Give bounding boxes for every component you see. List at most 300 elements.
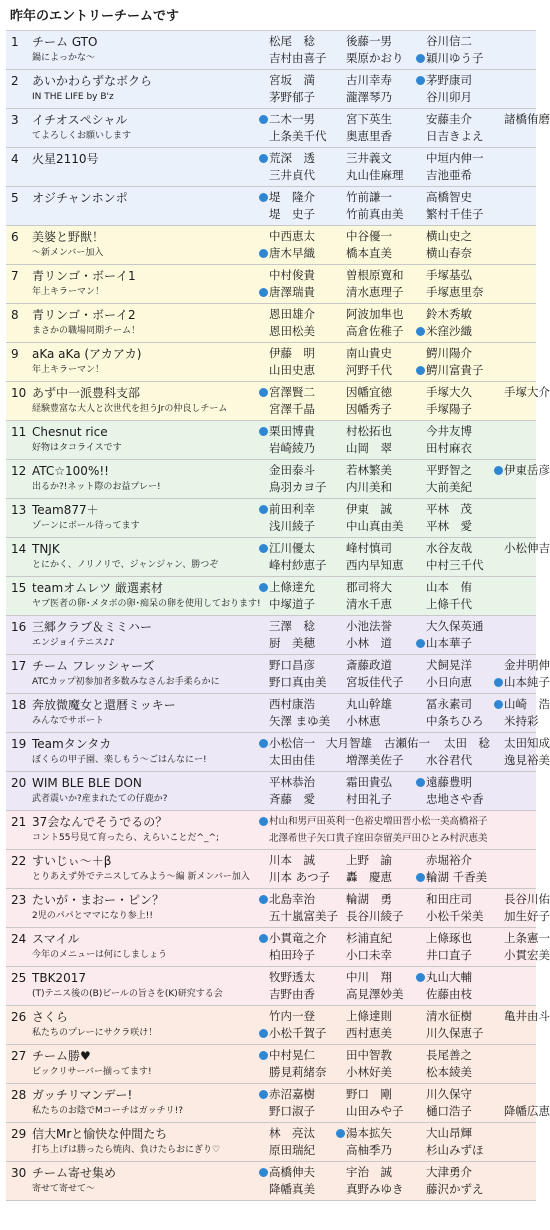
captain-dot-icon [259, 1029, 268, 1038]
member-name-text: 平林恭治 [269, 775, 315, 789]
team-subtitle: 打ち上げは勝ったら焼肉、負けたらおにぎり♡ [32, 1145, 221, 1155]
member-name-text: 中谷優一 [346, 229, 392, 243]
team-subtitle: 年上キラーマン！ [32, 287, 105, 297]
member-name-text: 杉浦直紀 [346, 931, 392, 945]
member-name [426, 931, 472, 946]
member-name [426, 580, 472, 595]
team-subtitle: 出るか?!ネット際のお益プレー! [32, 482, 161, 492]
member-name-text: 逸見裕美 [504, 753, 550, 767]
team-row [6, 70, 536, 109]
member-name [426, 168, 472, 183]
member-name [504, 753, 550, 768]
member-name [269, 51, 327, 66]
member-name [346, 909, 404, 924]
team-number: 7 [11, 269, 19, 283]
member-name [346, 1009, 392, 1024]
member-name-text: 西村康浩 [269, 697, 315, 711]
member-name [346, 229, 392, 244]
member-name [259, 424, 315, 439]
team-row [6, 148, 536, 187]
member-name [346, 246, 392, 261]
member-name [346, 619, 392, 634]
member-name [346, 90, 392, 105]
member-name [426, 129, 484, 144]
member-name [426, 792, 484, 807]
member-name-text: 岩崎綾乃 [269, 441, 315, 455]
member-name [426, 697, 472, 712]
member-name-text: 小口未幸 [346, 948, 392, 962]
member-name [269, 1182, 315, 1197]
captain-dot-icon [259, 193, 268, 202]
member-name-text: 野口淑子 [269, 1104, 315, 1118]
member-name [259, 1087, 315, 1102]
member-name-text: 水谷君代 [426, 753, 472, 767]
member-name [416, 51, 484, 66]
member-name-text: 因幡宜徳 [346, 385, 392, 399]
member-name [346, 636, 392, 651]
member-name [346, 1048, 392, 1063]
member-name [346, 1026, 392, 1041]
member-name-text: 安藤圭介 [426, 112, 472, 126]
member-name [269, 909, 338, 924]
member-name [269, 658, 315, 673]
team-row [6, 460, 550, 499]
member-name [504, 892, 550, 907]
member-name [346, 987, 404, 1002]
member-name [426, 1143, 484, 1158]
member-name [426, 1065, 472, 1080]
member-name [269, 948, 315, 963]
member-name-text: 上條琢也 [426, 931, 472, 945]
member-name-text: 藤沢かずえ [426, 1182, 484, 1196]
member-name-text: 伊東岳彦 [504, 463, 550, 477]
member-name-text: 杉山みずほ [426, 1143, 484, 1157]
captain-dot-icon [259, 388, 268, 397]
member-name [426, 480, 472, 495]
member-name-text: 太田知成 [504, 736, 550, 750]
member-name [269, 90, 315, 105]
team-subtitle: 好物はタコライスです [32, 443, 122, 453]
member-name-text: 米窪沙織 [426, 324, 472, 338]
team-name: 青リンゴ・ボーイ1 [32, 269, 136, 283]
member-name-text: 高橋伸夫 [269, 1165, 315, 1179]
member-name [269, 675, 327, 690]
team-number: 25 [11, 971, 27, 985]
captain-dot-icon [259, 505, 268, 514]
team-row [6, 1162, 536, 1201]
team-subtitle: とりあえず外でテニスしてみよう～編 新メンバー加入 [32, 872, 250, 882]
member-name [259, 814, 488, 829]
member-name [269, 714, 330, 729]
member-name [426, 441, 472, 456]
member-name [346, 285, 404, 300]
member-name [346, 519, 404, 534]
team-row [6, 733, 550, 772]
team-name: チーム フレッシャーズ [32, 659, 155, 673]
member-name [269, 480, 327, 495]
member-name-text: 恩田松美 [269, 324, 315, 338]
member-name [346, 697, 392, 712]
member-name [326, 736, 372, 751]
member-name-text: 松本綾美 [426, 1065, 472, 1079]
member-name [426, 307, 472, 322]
member-name-text: 上野 諭 [346, 853, 392, 867]
member-name-text: 中川 翔 [346, 970, 392, 984]
member-name [269, 831, 488, 846]
member-name [426, 619, 484, 634]
member-name-text: 小貫竜之介 [269, 931, 327, 945]
team-name: 37会なんでそうでるの？ [32, 815, 168, 829]
member-name-text: 宮坂 満 [269, 73, 315, 87]
member-name-text: 上條達則 [346, 1009, 392, 1023]
member-name-text: 清水恵理子 [346, 285, 404, 299]
member-name [416, 636, 472, 651]
team-name: さくら [32, 1010, 69, 1024]
member-name-text: 加生好子 [504, 909, 550, 923]
member-name-text: 川本 あつ子 [269, 870, 331, 884]
member-name [426, 424, 472, 439]
member-name-text: 大津勇介 [426, 1165, 472, 1179]
member-name [259, 1048, 315, 1063]
member-name-text: 手塚陽子 [426, 402, 472, 416]
team-list [6, 30, 550, 1201]
team-name: TBK2017 [32, 971, 86, 985]
member-name-text: 西内早知恵 [346, 558, 404, 572]
team-name: オジチャンホンポ [32, 191, 128, 205]
member-name-text: 佐藤由枝 [426, 987, 472, 1001]
member-name-text: 冨永素司 [426, 697, 472, 711]
member-name [259, 931, 327, 946]
member-name [269, 268, 315, 283]
member-name-text: 牧野透太 [269, 970, 315, 984]
member-name [346, 970, 392, 985]
member-name-text: 茅野康司 [426, 73, 472, 87]
member-name [269, 619, 315, 634]
member-name [504, 541, 550, 556]
member-name-text: 斎藤政道 [346, 658, 392, 672]
member-name-text: 五十嵐富美子 [269, 909, 338, 923]
member-name [346, 190, 392, 205]
member-name [259, 112, 315, 127]
member-name [346, 307, 404, 322]
team-subtitle: ATCカップ初参加者多数みなさんお手柔らかに [32, 677, 220, 687]
member-name [426, 1048, 472, 1063]
team-name: たいが・まおー・ピン？ [32, 893, 165, 907]
member-name [504, 736, 550, 751]
captain-dot-icon [416, 54, 425, 63]
member-name-text: 吉池亜希 [426, 168, 472, 182]
member-name [346, 675, 404, 690]
member-name [269, 229, 315, 244]
team-subtitle: 今年のメニューは何にしましょう [32, 950, 168, 960]
member-name-text: 中垣内伸一 [426, 151, 484, 165]
member-name-text: 和田庄司 [426, 892, 472, 906]
member-name [504, 1009, 550, 1024]
member-name [346, 931, 392, 946]
member-name-text: 竹内一登 [269, 1009, 315, 1023]
member-name [346, 541, 392, 556]
member-name [346, 363, 392, 378]
member-name [426, 34, 472, 49]
member-name [426, 948, 472, 963]
member-name [346, 168, 404, 183]
team-name: 火星2110号 [32, 152, 99, 166]
team-number: 3 [11, 113, 19, 127]
member-name [346, 480, 392, 495]
member-name-text: 唐木早織 [269, 246, 315, 260]
member-name [426, 1165, 472, 1180]
member-name [416, 870, 487, 885]
team-number: 1 [11, 35, 19, 49]
team-number: 27 [11, 1049, 27, 1063]
member-name-text: 樋口浩子 [426, 1104, 472, 1118]
team-name: ガッチリマンデー! [32, 1088, 133, 1102]
member-name [346, 402, 392, 417]
member-name [269, 207, 315, 222]
member-name [269, 753, 315, 768]
team-row [6, 187, 536, 226]
team-name: ATC☆100%!! [32, 464, 109, 478]
member-name-text: 野口昌彦 [269, 658, 315, 672]
team-number: 24 [11, 932, 27, 946]
member-name [346, 151, 392, 166]
member-name [504, 909, 550, 924]
member-name-text: 二木一男 [269, 112, 315, 126]
team-number: 8 [11, 308, 19, 322]
member-name-text: 河野千代 [346, 363, 392, 377]
team-row [6, 772, 536, 811]
member-name-text: 金田泰斗 [269, 463, 315, 477]
member-name-text: 金井明伸 [504, 658, 550, 672]
team-subtitle: 年上キラーマン！ [32, 365, 105, 375]
member-name-text: 浅川綾子 [269, 519, 315, 533]
member-name [346, 112, 392, 127]
member-name [346, 597, 392, 612]
captain-dot-icon [494, 700, 503, 709]
member-name [426, 1104, 472, 1119]
member-name-text: 村山和男戸田英利一色裕史増田晋小松一美高橋裕子 [269, 816, 488, 827]
team-subtitle: 2児のパパとママになり参上!! [32, 911, 153, 921]
captain-dot-icon [259, 583, 268, 592]
member-name-text: 大山昂輝 [426, 1126, 472, 1140]
member-name-text: 谷川卯月 [426, 90, 472, 104]
team-name: teamオムレツ 厳選素材 [32, 581, 163, 595]
team-row [6, 889, 550, 928]
member-name-text: 上條千代 [426, 597, 472, 611]
captain-dot-icon [259, 1051, 268, 1060]
member-name [346, 502, 392, 517]
member-name-text: 山本純子 [504, 675, 550, 689]
team-name: WIM BLE BLE DON [32, 776, 142, 790]
member-name-text: 手塚基弘 [426, 268, 472, 282]
member-name-text: 横山春奈 [426, 246, 472, 260]
member-name-text: 山本 侑 [426, 580, 472, 594]
captain-dot-icon [259, 1168, 268, 1177]
member-name-text: 水谷友哉 [426, 541, 472, 555]
captain-dot-icon [494, 678, 503, 687]
captain-dot-icon [259, 895, 268, 904]
member-name [259, 502, 315, 517]
member-name-text: 郡司将大 [346, 580, 392, 594]
captain-dot-icon [259, 1090, 268, 1099]
member-name-text: 長谷川佑 [504, 892, 550, 906]
member-name [426, 892, 472, 907]
member-name-text: 古川幸寿 [346, 73, 392, 87]
member-name-text: 太田 稔 [444, 736, 490, 750]
captain-dot-icon [416, 366, 425, 375]
member-name-text: 内川美和 [346, 480, 392, 494]
member-name [426, 1009, 472, 1024]
member-name [426, 502, 472, 517]
member-name [426, 229, 472, 244]
member-name-text: 小林好美 [346, 1065, 392, 1079]
team-number: 21 [11, 815, 27, 829]
member-name-text: 原田瑞紀 [269, 1143, 315, 1157]
team-number: 23 [11, 893, 27, 907]
team-number: 5 [11, 191, 19, 205]
member-name-text: 阿波加隼也 [346, 307, 404, 321]
team-number: 6 [11, 230, 19, 244]
member-name-text: 曽根原寛和 [346, 268, 404, 282]
captain-dot-icon [259, 154, 268, 163]
member-name [346, 714, 381, 729]
member-name [346, 129, 392, 144]
member-name [269, 324, 315, 339]
team-subtitle: ぼくらの甲子園、楽しもう～ごはんなにー! [32, 755, 207, 765]
team-subtitle: 鍋によっかな～ [32, 53, 96, 63]
member-name-text: 増澤美佐子 [346, 753, 404, 767]
member-name-text: 山崎 浩 [504, 697, 550, 711]
member-name [269, 870, 330, 885]
member-name [346, 892, 392, 907]
team-number: 2 [11, 74, 19, 88]
captain-dot-icon [259, 817, 268, 826]
member-name [426, 112, 472, 127]
member-name-text: 清水征樹 [426, 1009, 472, 1023]
member-name [426, 675, 472, 690]
member-name [504, 112, 550, 127]
member-name-text: 三井貞代 [269, 168, 315, 182]
member-name [494, 463, 550, 478]
team-subtitle: ゾーンにボール待ってます [32, 521, 140, 531]
member-name-text: 北島幸治 [269, 892, 315, 906]
member-name [426, 658, 472, 673]
member-name [416, 73, 472, 88]
member-name-text: 輪湖 千香美 [426, 870, 488, 884]
member-name-text: 因幡秀子 [346, 402, 392, 416]
team-number: 10 [11, 386, 27, 400]
team-name: 青リンゴ・ボーイ2 [32, 308, 136, 322]
member-name-text: 若林繁美 [346, 463, 392, 477]
member-name-text: 宮澤賢二 [269, 385, 315, 399]
member-name [426, 151, 484, 166]
member-name-text: 穎川ゆう子 [426, 51, 484, 65]
captain-dot-icon [259, 544, 268, 553]
team-row [6, 811, 536, 850]
team-number: 12 [11, 464, 27, 478]
captain-dot-icon [416, 973, 425, 982]
team-row [6, 538, 550, 577]
team-name: 三郷クラブ＆ミミハー [32, 620, 153, 634]
member-name-text: 三井義文 [346, 151, 392, 165]
member-name [426, 285, 484, 300]
member-name-text: 吉野由香 [269, 987, 315, 1001]
member-name-text: 堤 史子 [269, 207, 315, 221]
team-name: aKa aKa (アカアカ) [32, 347, 142, 361]
member-name-text: 犬飼晃洋 [426, 658, 472, 672]
member-name [426, 714, 484, 729]
member-name-text: 宮澤千晶 [269, 402, 315, 416]
member-name-text: 湯本拡矢 [346, 1126, 392, 1140]
member-name-text: 田中智教 [346, 1048, 392, 1062]
member-name [346, 870, 392, 885]
member-name-text: 手塚大久 [426, 385, 472, 399]
team-row [6, 1006, 550, 1045]
member-name-text: 山田史恵 [269, 363, 315, 377]
member-name [426, 987, 472, 1002]
team-subtitle: 経験豊富な大人と次世代を担うJrの仲良しチーム [32, 404, 228, 414]
member-name [346, 1087, 392, 1102]
team-row [6, 928, 550, 967]
member-name-text: 西村恵美 [346, 1026, 392, 1040]
member-name-text: 高倉佐稚子 [346, 324, 404, 338]
member-name [259, 541, 315, 556]
team-name: 美婆と野獣！ [32, 230, 105, 244]
member-name [269, 853, 315, 868]
team-name: チーム寄せ集め [32, 1166, 117, 1180]
member-name-text: 太田由佳 [269, 753, 315, 767]
member-name-text: 中村三千代 [426, 558, 484, 572]
member-name [494, 697, 550, 712]
member-name-text: 中村俊貴 [269, 268, 315, 282]
member-name-text: 上條達允 [269, 580, 315, 594]
member-name-text: 柏田玲子 [269, 948, 315, 962]
team-name: 奔放微魔女と還暦ミッキー [32, 698, 176, 712]
member-name [269, 168, 315, 183]
member-name-text: 小林恵 [346, 714, 381, 728]
member-name-text: 宇治 誠 [346, 1165, 392, 1179]
team-number: 9 [11, 347, 19, 361]
team-row [6, 31, 536, 70]
team-number: 26 [11, 1010, 27, 1024]
team-number: 11 [11, 425, 27, 439]
member-name-text: 山田みや子 [346, 1104, 404, 1118]
member-name [346, 1143, 392, 1158]
member-name-text: 中西恵太 [269, 229, 315, 243]
captain-dot-icon [494, 466, 503, 475]
member-name [269, 346, 315, 361]
member-name-text: 井口直子 [426, 948, 472, 962]
member-name [259, 1026, 327, 1041]
member-name [426, 1182, 484, 1197]
member-name-text: 勝見莉緒奈 [269, 1065, 327, 1079]
member-name-text: 恩田雄介 [269, 307, 315, 321]
member-name [346, 658, 392, 673]
member-name [504, 385, 550, 400]
member-name [346, 51, 404, 66]
member-name [259, 246, 315, 261]
member-name-text: 斉藤 愛 [269, 792, 315, 806]
member-name [346, 580, 392, 595]
member-name-text: 野口 剛 [346, 1087, 392, 1101]
member-name-text: 谷川信二 [426, 34, 472, 48]
member-name [426, 909, 484, 924]
member-name-text: 赤沼嘉樹 [269, 1087, 315, 1101]
member-name-text: 林 亮汰 [269, 1126, 315, 1140]
member-name [426, 1126, 472, 1141]
member-name [269, 987, 315, 1002]
member-name-text: 真野みゆき [346, 1182, 404, 1196]
